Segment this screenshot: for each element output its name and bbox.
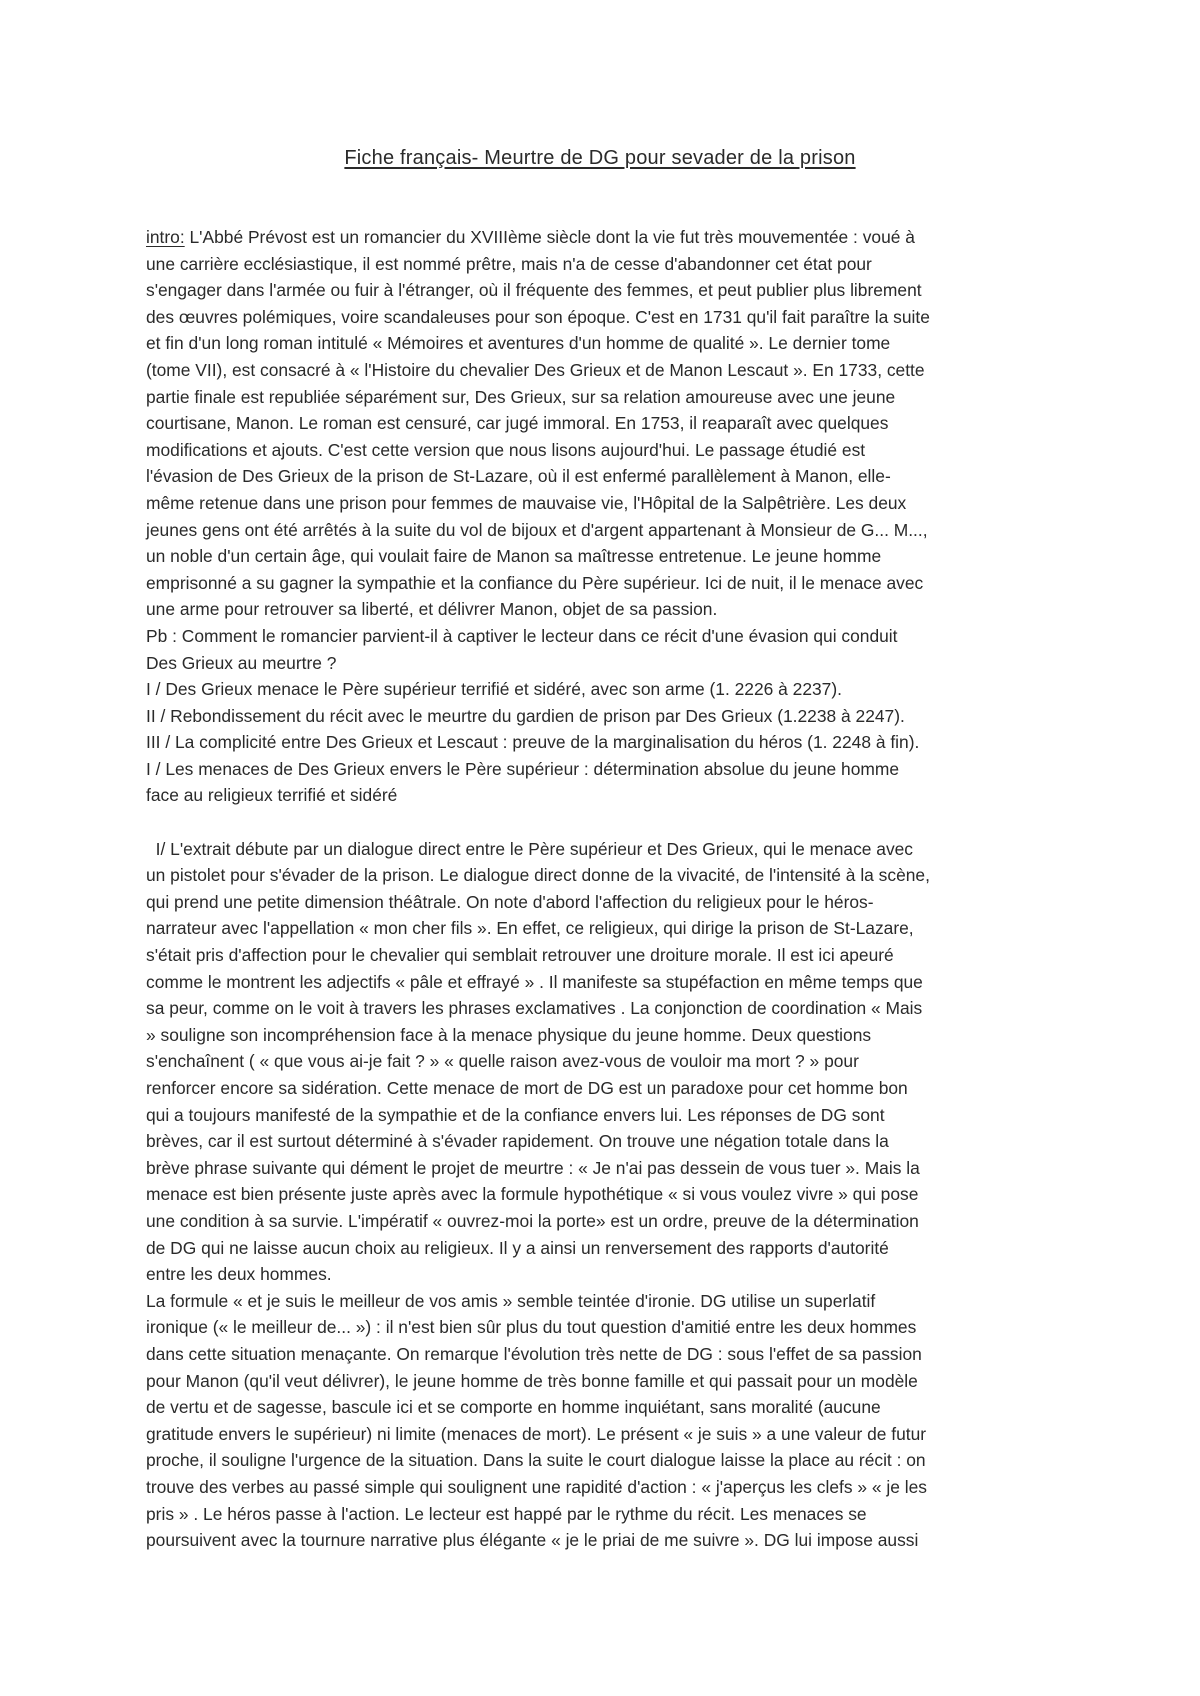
line-text: des œuvres polémiques, voire scandaleuses pour son époque. C'est en 1731 qu'il fait paraître la suite xyxy=(146,306,930,327)
line-text: une carrière ecclésiastique, il est nommé prêtre, mais n'a de cesse d'abandonner cet état pour xyxy=(146,253,872,274)
line-text: une condition à sa survie. L'impératif « ouvrez-moi la porte» est un ordre, preuve de la détermination xyxy=(146,1210,919,1231)
text-line xyxy=(146,1102,1051,1129)
line-text: face au religieux terrifié et sidéré xyxy=(146,785,398,806)
line-text: menace est bien présente juste après avec la formule hypothétique « si vous voulez vivre » qui pose xyxy=(146,1184,919,1205)
line-text: s'engager dans l'armée ou fuir à l'étranger, où il fréquente des femmes, et peut publier plus librement xyxy=(146,280,922,301)
line-text: partie finale est republiée séparément sur, Des Grieux, sur sa relation amoureuse avec une jeune xyxy=(146,386,896,407)
text-line xyxy=(146,1368,1051,1395)
line-text: une arme pour retrouver sa liberté, et délivrer Manon, objet de sa passion. xyxy=(146,599,718,620)
blank-line xyxy=(146,809,1051,836)
line-text: II / Rebondissement du récit avec le meurtre du gardien de prison par Des Grieux (1.2238 à 2247). xyxy=(146,705,905,726)
text-line xyxy=(146,1235,1051,1262)
line-text: pris » . Le héros passe à l'action. Le lecteur est happé par le rythme du récit. Les menaces se xyxy=(146,1503,867,1524)
line-text: Pb : Comment le romancier parvient-il à captiver le lecteur dans ce récit d'une évasion qui conduit xyxy=(146,625,898,646)
text-line xyxy=(146,1181,1051,1208)
text-line xyxy=(146,969,1051,996)
line-text: pour Manon (qu'il veut délivrer), le jeune homme de très bonne famille et qui passait pour un modèle xyxy=(146,1370,918,1391)
line-text: narrateur avec l'appellation « mon cher fils ». En effet, ce religieux, qui dirige la prison de St-Lazare, xyxy=(146,918,914,939)
page-title: Fiche français- Meurtre de DG pour sevader de la prison xyxy=(344,147,856,169)
text-line xyxy=(146,1288,1051,1315)
line-text: La formule « et je suis le meilleur de vos amis » semble teintée d'ironie. DG utilise un superlatif xyxy=(146,1290,876,1311)
text-line xyxy=(146,570,1051,597)
text-line xyxy=(146,756,1051,783)
text-line xyxy=(146,304,1051,331)
line-text: dans cette situation menaçante. On remarque l'évolution très nette de DG : sous l'effet de sa passion xyxy=(146,1343,922,1364)
line-text: brève phrase suivante qui dément le projet de meurtre : « Je n'ai pas dessein de vous tuer ». Mais la xyxy=(146,1157,920,1178)
line-text: » souligne son incompréhension face à la menace physique du jeune homme. Deux questions xyxy=(146,1024,872,1045)
line-text: sa peur, comme on le voit à travers les phrases exclamatives . La conjonction de coordination « Mais xyxy=(146,998,923,1019)
line-text: renforcer encore sa sidération. Cette menace de mort de DG est un paradoxe pour cet homme bon xyxy=(146,1078,908,1098)
line-text: de DG qui ne laisse aucun choix au religieux. Il y a ainsi un renversement des rapports d'autorité xyxy=(146,1237,889,1258)
text-line xyxy=(146,1474,1051,1501)
line-text: brèves, car il est surtout déterminé à s'évader rapidement. On trouve une négation totale dans la xyxy=(146,1131,889,1152)
line-text: qui prend une petite dimension théâtrale. On note d'abord l'affection du religieux pour le héros- xyxy=(146,891,874,912)
text-line xyxy=(146,1022,1051,1049)
line-text: un pistolet pour s'évader de la prison. Le dialogue direct donne de la vivacité, de l'intensité à la scène, xyxy=(146,865,930,886)
text-line xyxy=(146,251,1051,278)
line-text: comme le montrent les adjectifs « pâle et effrayé » . Il manifeste sa stupéfaction en même temps que xyxy=(146,971,923,992)
line-text: I / Des Grieux menace le Père supérieur terrifié et sidéré, avec son arme (1. 2226 à 2237). xyxy=(146,679,842,700)
text-line xyxy=(146,1155,1051,1182)
text-line xyxy=(146,623,1051,650)
text-line xyxy=(146,995,1051,1022)
line-text: et fin d'un long roman intitulé « Mémoires et aventures d'un homme de qualité ». Le dernier tome xyxy=(146,333,891,354)
text-line xyxy=(146,1394,1051,1421)
text-line xyxy=(146,915,1051,942)
line-text: courtisane, Manon. Le roman est censuré, car jugé immoral. En 1753, il reaparaît avec quelques xyxy=(146,413,889,434)
text-line xyxy=(146,596,1051,623)
text-line xyxy=(146,836,1051,863)
text-line xyxy=(146,224,1051,251)
text-line xyxy=(146,862,1051,889)
text-line xyxy=(146,277,1051,304)
text-line xyxy=(146,1341,1051,1368)
line-text: III / La complicité entre Des Grieux et Lescaut : preuve de la marginalisation du héros (1. 2248 à fin). xyxy=(146,732,920,753)
intro-label: intro: xyxy=(146,227,185,247)
line-text: poursuivent avec la tournure narrative plus élégante « je le priai de me suivre ». DG lui impose aussi xyxy=(146,1530,919,1551)
document-body xyxy=(146,224,1051,1554)
text-line xyxy=(146,517,1051,544)
line-text: ironique (« le meilleur de... ») : il n'est bien sûr plus du tout question d'amitié entre les deux hommes xyxy=(146,1317,917,1338)
text-line xyxy=(146,942,1051,969)
line-text: L'Abbé Prévost est un romancier du XVIIIème siècle dont la vie fut très mouvementée : voué à xyxy=(184,227,915,247)
text-line xyxy=(146,1128,1051,1155)
text-line xyxy=(146,1527,1051,1554)
text-line xyxy=(146,703,1051,730)
text-line xyxy=(146,676,1051,703)
text-line xyxy=(146,1261,1051,1288)
text-line xyxy=(146,490,1051,517)
text-line xyxy=(146,1048,1051,1075)
line-text: un noble d'un certain âge, qui voulait faire de Manon sa maîtresse entretenue. Le jeune homme xyxy=(146,546,882,567)
text-line xyxy=(146,1075,1051,1102)
text-line xyxy=(146,384,1051,411)
text-line xyxy=(146,437,1051,464)
text-line xyxy=(146,1447,1051,1474)
text-line xyxy=(146,729,1051,756)
line-text: Des Grieux au meurtre ? xyxy=(146,652,337,673)
text-line xyxy=(146,1314,1051,1341)
line-text: (tome VII), est consacré à « l'Histoire du chevalier Des Grieux et de Manon Lescaut ». En 1733, cette xyxy=(146,359,925,380)
line-text: I / Les menaces de Des Grieux envers le Père supérieur : détermination absolue du jeune homme xyxy=(146,758,900,779)
line-text: I/ L'extrait débute par un dialogue direct entre le Père supérieur et Des Grieux, qui le menace avec xyxy=(146,838,914,859)
line-text: jeunes gens ont été arrêtés à la suite du vol de bijoux et d'argent appartenant à Monsieur de G... M..., xyxy=(146,519,928,540)
text-line xyxy=(146,410,1051,437)
line-text: trouve des verbes au passé simple qui soulignent une rapidité d'action : « j'aperçus les clefs » « je les xyxy=(146,1476,927,1497)
line-text: gratitude envers le supérieur) ni limite (menaces de mort). Le présent « je suis » a une valeur de futur xyxy=(146,1423,927,1444)
text-line xyxy=(146,1501,1051,1528)
text-line xyxy=(146,357,1051,384)
text-line xyxy=(146,782,1051,809)
text-line xyxy=(146,463,1051,490)
text-line xyxy=(146,543,1051,570)
line-text: s'enchaînent ( « que vous ai-je fait ? » « quelle raison avez-vous de vouloir ma mort ? » pour xyxy=(146,1051,859,1072)
line-text: l'évasion de Des Grieux de la prison de St-Lazare, où il est enfermé parallèlement à Manon, elle- xyxy=(146,466,891,487)
line-text: emprisonné a su gagner la sympathie et la confiance du Père supérieur. Ici de nuit, il le menace avec xyxy=(146,572,924,593)
text-line xyxy=(146,650,1051,677)
line-text: qui a toujours manifesté de la sympathie et de la confiance envers lui. Les réponses de DG sont xyxy=(146,1104,885,1125)
line-text: proche, il souligne l'urgence de la situation. Dans la suite le court dialogue laisse la place au récit : on xyxy=(146,1450,926,1471)
text-line xyxy=(146,330,1051,357)
line-text: de vertu et de sagesse, bascule ici et se comporte en homme inquiétant, sans moralité (aucune xyxy=(146,1397,881,1418)
line-text: entre les deux hommes. xyxy=(146,1264,332,1285)
line-text: modifications et ajouts. C'est cette version que nous lisons aujourd'hui. Le passage étudié est xyxy=(146,439,866,460)
text-line xyxy=(146,889,1051,916)
text-line xyxy=(146,1208,1051,1235)
text-line xyxy=(146,1421,1051,1448)
line-text: même retenue dans une prison pour femmes de mauvaise vie, l'Hôpital de la Salpêtrière. Les deux xyxy=(146,492,907,513)
line-text: s'était pris d'affection pour le chevalier qui semblait retrouver une droiture morale. Il est ici apeuré xyxy=(146,945,894,966)
